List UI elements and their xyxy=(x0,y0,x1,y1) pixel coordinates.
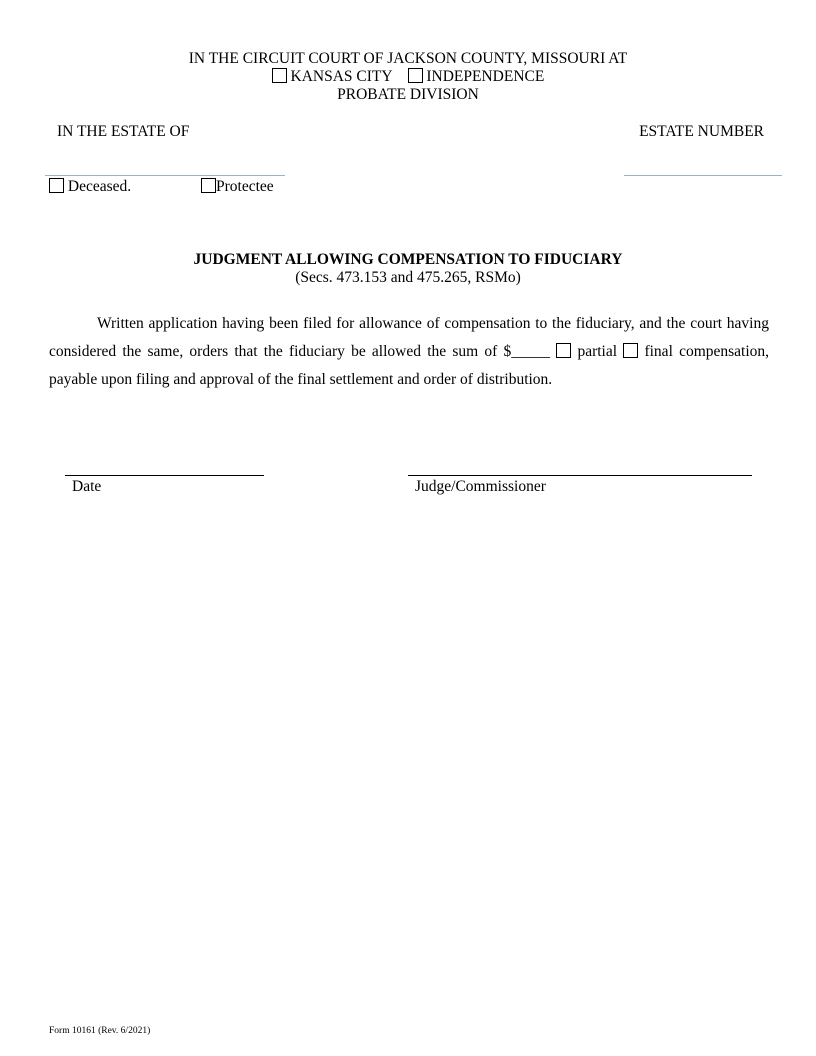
date-label: Date xyxy=(72,478,102,495)
court-heading xyxy=(0,50,816,104)
location-options xyxy=(0,68,816,86)
judge-signature-line[interactable] xyxy=(408,475,752,476)
deceased-label: Deceased. xyxy=(67,178,132,195)
final-label: final compensation, xyxy=(644,343,770,360)
partial-checkbox[interactable] xyxy=(556,343,571,358)
body-part1: Written application having been filed for allowance of compensation to the fiduciary, and the court having considered the same, orders that the fiduciary be allowed the sum of $_____ xyxy=(49,315,769,360)
judgment-title xyxy=(0,251,816,287)
final-checkbox[interactable] xyxy=(623,343,638,358)
judgment-body xyxy=(49,310,769,394)
form-id: Form 10161 (Rev. 6/2021) xyxy=(49,1026,151,1036)
independence-checkbox[interactable] xyxy=(408,68,423,83)
division-label: PROBATE DIVISION xyxy=(337,86,479,103)
estate-number-label: ESTATE NUMBER xyxy=(639,123,764,140)
body-part2: payable upon filing and approval of the final settlement and order of distribution. xyxy=(49,371,553,388)
protectee-option xyxy=(201,178,274,196)
estate-name-field[interactable] xyxy=(45,175,285,176)
partial-label: partial xyxy=(577,343,618,360)
estate-of-label: IN THE ESTATE OF xyxy=(57,123,190,140)
protectee-checkbox[interactable] xyxy=(201,178,216,193)
protectee-label: Protectee xyxy=(216,178,274,195)
title-sub: (Secs. 473.153 and 475.265, RSMo) xyxy=(295,269,521,286)
kansas-city-checkbox[interactable] xyxy=(272,68,287,83)
kansas-city-label: KANSAS CITY xyxy=(290,68,392,85)
judge-label: Judge/Commissioner xyxy=(415,478,546,495)
independence-label: INDEPENDENCE xyxy=(426,68,545,85)
deceased-option xyxy=(49,178,131,196)
title-main: JUDGMENT ALLOWING COMPENSATION TO FIDUCIARY xyxy=(193,251,623,268)
estate-number-field[interactable] xyxy=(624,175,782,176)
deceased-checkbox[interactable] xyxy=(49,178,64,193)
date-line[interactable] xyxy=(65,475,264,476)
court-line: IN THE CIRCUIT COURT OF JACKSON COUNTY, MISSOURI AT xyxy=(188,50,628,67)
